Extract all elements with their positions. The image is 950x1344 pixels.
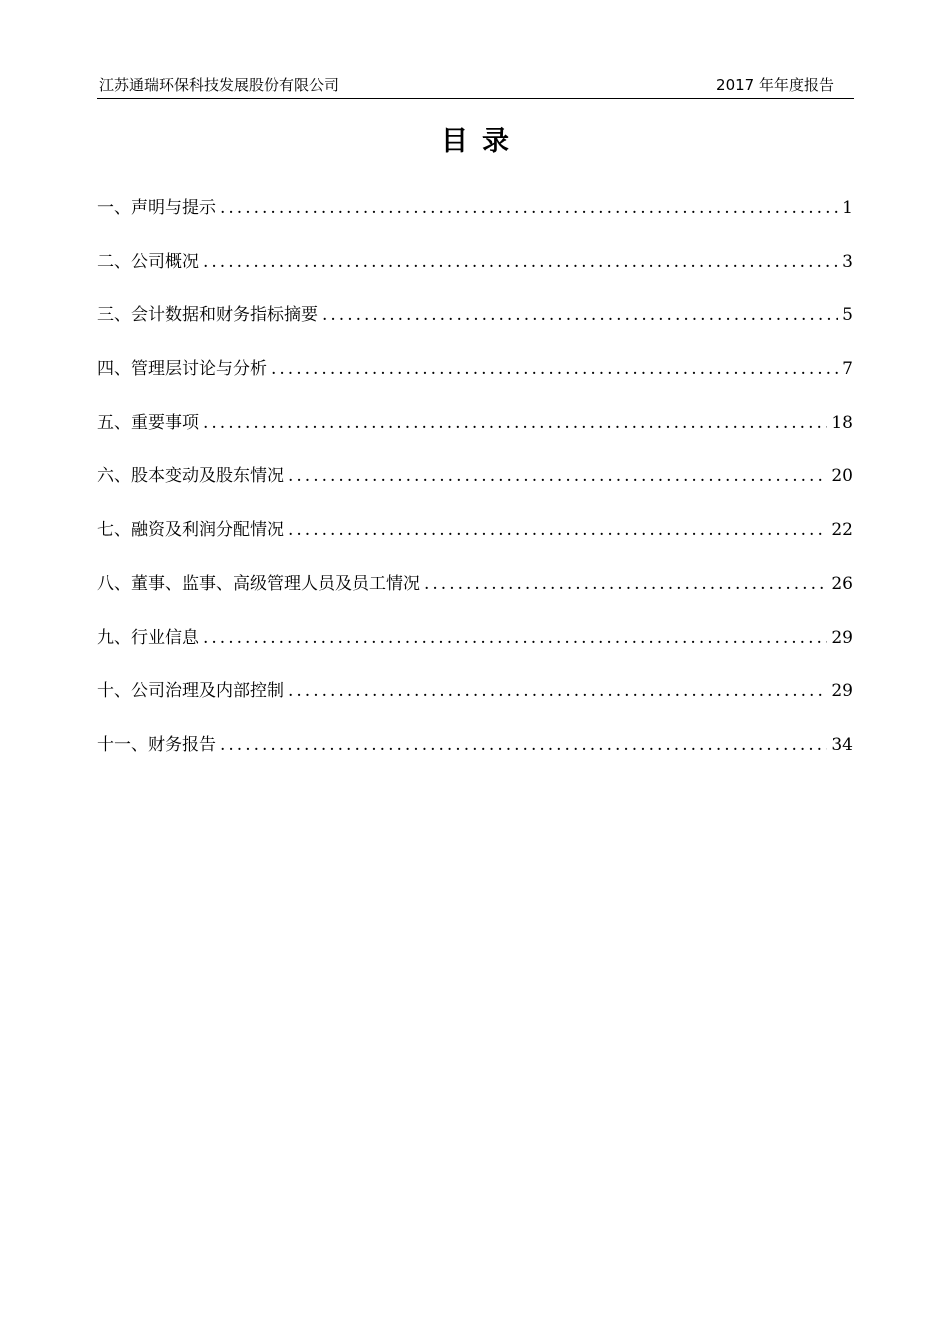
toc-entry-governance[interactable] — [97, 676, 853, 730]
toc-entry-page: 7 — [842, 359, 853, 380]
toc-entry-label: 六、股本变动及股东情况 — [97, 466, 284, 487]
toc-dot-leader — [288, 520, 827, 540]
toc-entry-major-events[interactable] — [97, 408, 853, 462]
toc-entry-company-overview[interactable] — [97, 247, 853, 301]
toc-entry-label: 八、董事、监事、高级管理人员及员工情况 — [97, 573, 420, 594]
toc-entry-label: 五、重要事项 — [97, 412, 199, 433]
toc-entry-label: 七、融资及利润分配情况 — [97, 520, 284, 541]
toc-entry-management-discussion[interactable] — [97, 354, 853, 408]
table-of-contents — [97, 193, 853, 784]
toc-entry-financing-profit[interactable] — [97, 515, 853, 569]
toc-entry-label: 一、声明与提示 — [97, 198, 216, 218]
toc-dot-leader — [203, 252, 838, 272]
toc-entry-label: 十一、财务报告 — [97, 734, 216, 755]
toc-dot-leader — [271, 359, 838, 379]
toc-dot-leader — [288, 681, 827, 701]
toc-entry-page: 18 — [831, 412, 853, 433]
toc-entry-label: 十、公司治理及内部控制 — [97, 681, 284, 702]
toc-entry-page: 22 — [831, 520, 853, 541]
toc-dot-leader — [288, 466, 827, 486]
toc-entry-share-changes[interactable] — [97, 461, 853, 515]
report-title: 2017 年年度报告 — [716, 76, 834, 94]
toc-entry-page: 34 — [831, 734, 853, 755]
toc-dot-leader — [203, 628, 827, 648]
page-title: 目录 — [441, 126, 523, 157]
toc-entry-label: 二、公司概况 — [97, 251, 199, 272]
toc-entry-label: 三、会计数据和财务指标摘要 — [97, 305, 318, 326]
toc-entry-industry-info[interactable] — [97, 623, 853, 677]
toc-dot-leader — [220, 198, 838, 218]
toc-entry-page: 1 — [842, 198, 853, 218]
page-header — [97, 72, 854, 99]
toc-entry-statement[interactable] — [97, 193, 853, 247]
toc-entry-directors-staff[interactable] — [97, 569, 853, 623]
toc-dot-leader — [220, 735, 827, 755]
toc-dot-leader — [424, 574, 827, 594]
toc-entry-financial-report[interactable] — [97, 730, 853, 784]
toc-entry-page: 20 — [831, 466, 853, 487]
company-name: 江苏通瑞环保科技发展股份有限公司 — [99, 76, 340, 94]
toc-entry-page: 5 — [842, 305, 853, 326]
toc-dot-leader — [203, 413, 827, 433]
toc-entry-label: 九、行业信息 — [97, 627, 199, 648]
toc-entry-page: 29 — [831, 681, 853, 702]
toc-entry-financial-summary[interactable] — [97, 300, 853, 354]
toc-entry-page: 3 — [842, 251, 853, 272]
toc-entry-page: 26 — [831, 573, 853, 594]
toc-entry-page: 29 — [831, 627, 853, 648]
toc-dot-leader — [322, 305, 838, 325]
toc-entry-label: 四、管理层讨论与分析 — [97, 359, 267, 380]
